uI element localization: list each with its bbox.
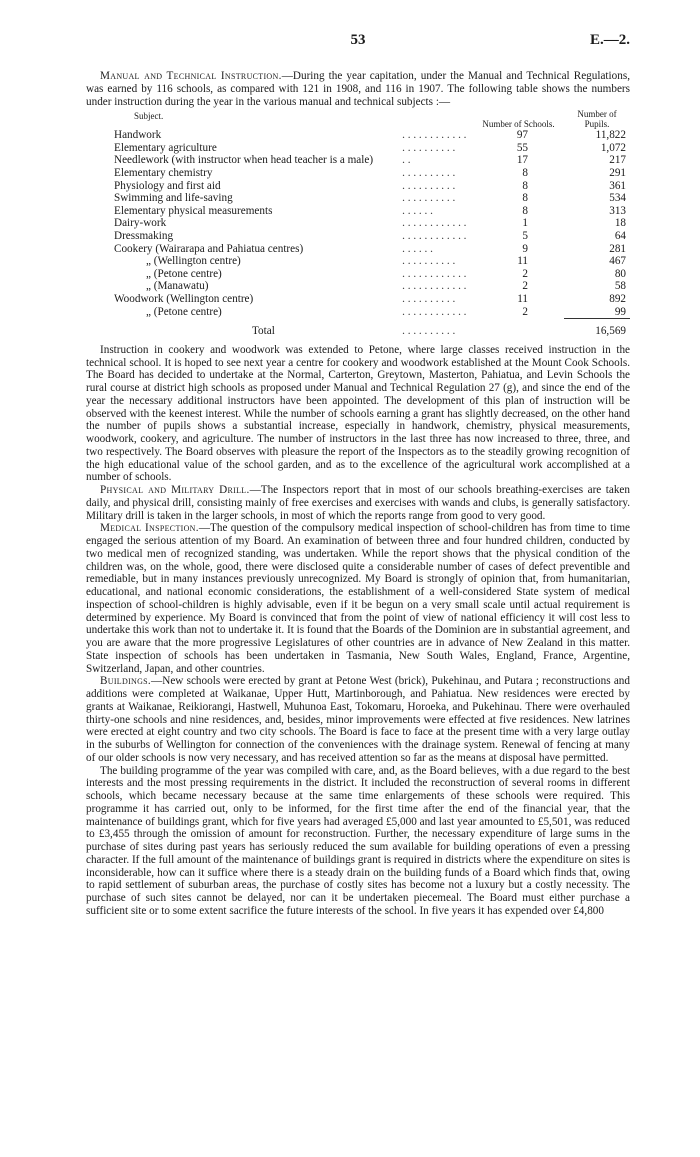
pupils-cell: 99 xyxy=(614,305,626,318)
manual-instruction-paragraph xyxy=(86,70,630,108)
dot-leader: . . . . . . . . . . xyxy=(402,141,456,154)
schools-cell: 8 xyxy=(522,179,528,192)
subject-cell: Dairy-work xyxy=(114,217,167,230)
dot-leader: . . . . . . xyxy=(402,242,433,255)
schools-cell: 1 xyxy=(522,217,528,230)
pupils-cell: 361 xyxy=(609,179,626,192)
pupils-cell: 534 xyxy=(609,192,626,205)
schools-cell: 9 xyxy=(522,242,528,255)
table-row xyxy=(86,217,630,230)
table-body xyxy=(86,129,630,318)
pupils-cell: 80 xyxy=(614,267,626,280)
physical-drill-paragraph xyxy=(86,484,630,522)
dot-leader: . . . . . . . . . . . . xyxy=(402,305,467,318)
dot-leader: . . . . . . . . . . xyxy=(402,179,456,192)
table-row xyxy=(86,306,630,319)
page-header xyxy=(86,32,630,54)
pupils-cell: 291 xyxy=(609,167,626,180)
subject-cell: Dressmaking xyxy=(114,230,174,242)
dot-leader: . . . . . . xyxy=(402,204,433,217)
schools-cell: 17 xyxy=(516,154,528,167)
subject-cell: Elementary physical measurements xyxy=(114,204,273,217)
schools-cell: 8 xyxy=(522,192,528,205)
manual-subjects-table xyxy=(86,110,630,338)
subject-cell: Elementary chemistry xyxy=(114,167,213,180)
table-row xyxy=(86,243,630,256)
manual-instruction-text: —During the year capitation, under the Manual and Technical Regulations, was earned by 116 schools, as compared with 121 in 1908, and 116 in 1907. The following table shows the numbers under instruction during the year in the various manual and technical subjects :— xyxy=(86,70,630,108)
schools-cell: 2 xyxy=(522,280,528,293)
schools-cell: 55 xyxy=(516,141,528,154)
building-programme-paragraph: The building programme of the year was compiled with care, and, as the Board believes, with a due regard to the best interests and the most pressing requirements in the district. It included the reconstruction of several rooms in different schools, which became necessary because at the same time enlargements of these schools were required. This programme it has carried out, only to be informed, for the first time after the end of the financial year, that the maintenance of buildings grant, which for five years had averaged £5,000 and last year amounted to £5,501, was reduced to £3,455 through the omission of amount for reconstruction. Further, the necessary expenditure of large sums in the purchase of sites during past years has seriously reduced the sum available for building operations of even a pressing character. If the full amount of the maintenance of buildings grant is required in districts where the expenditure on sites is inconsiderable, how can it suffice where there is a steady drain on the building funds of a Board which finds that, owing to rapid settlement of suburban areas, the purchase of costly sites has become not a luxury but a costly necessity. The purchase of such sites cannot be delayed, nor can it be undertaken piecemeal. The Board must either purchase a sufficient site or to some extent sacrifice the future interests of the school. In five years it has expended over £4,800 xyxy=(86,764,630,917)
table-row xyxy=(86,255,630,268)
column-header-subject: Subject. xyxy=(134,110,164,121)
total-dot-leader: . . . . . . . . . . xyxy=(402,324,456,337)
subject-cell: Handwork xyxy=(114,129,162,142)
dot-leader: . . . . . . . . . . . . xyxy=(402,230,467,242)
subject-cell: Needlework (with instructor when head teacher is a male) xyxy=(114,154,374,167)
pupils-cell: 217 xyxy=(609,154,626,167)
table-row xyxy=(86,293,630,306)
table-row xyxy=(86,129,630,142)
table-row xyxy=(86,268,630,281)
pupils-cell: 58 xyxy=(614,280,626,293)
schools-cell: 97 xyxy=(516,129,528,142)
dot-leader: . . . . . . . . . . . . xyxy=(402,129,467,142)
subject-cell: „ (Petone centre) xyxy=(146,305,222,318)
buildings-heading: Buildings. xyxy=(100,675,152,688)
table-row xyxy=(86,280,630,293)
dot-leader: . . . . . . . . . . . . xyxy=(402,280,467,293)
pupils-cell: 64 xyxy=(614,230,626,242)
table-row xyxy=(86,167,630,180)
schools-cell: 11 xyxy=(517,255,528,268)
table-row xyxy=(86,154,630,167)
medical-inspection-text: —The question of the compulsory medical inspection of school-children has from time to time engaged the serious attention of my Board. An examination of between three and four hundred children, conducted by two medical men of recognized standing, was undertaken. While the report shows that the physical condition of the children was, on the whole, good, there were disclosed quite a considerable number of cases of defect preventible and remediable, but in many instances previously unrecognized. My Board is strongly of opinion that, from humanitarian, educational, and national economic considerations, the establishment of a well-considered State system of medical inspection of school-children is highly advisable, even if it be begun on a very small scale until actual requirement is determined by experience. My Board is convinced that from the point of view of national efficiency it will cost less to undertake this work than not to undertake it. It is found that the Boards of the Dominion are in substantial agreement, and you are aware that the more progressive Legislatures of other countries are in advance of New Zealand in this matter. State inspection of schools has been undertaken in Tasmania, New South Wales, England, France, Argentine, Switzerland, Japan, and other countries. xyxy=(86,522,631,675)
dot-leader: . . . . . . . . . . xyxy=(402,255,456,268)
schools-cell: 8 xyxy=(522,167,528,180)
table-row xyxy=(86,192,630,205)
schools-cell: 5 xyxy=(522,230,528,242)
medical-inspection-heading: Medical Inspection. xyxy=(100,522,199,535)
pupils-cell: 11,822 xyxy=(595,129,626,142)
buildings-text: —New schools were erected by grant at Petone West (brick), Pukehinau, and Putara ; reconstructions and additions were completed at Waikanae, Upper Hutt, Martinborough, and Pahiatua. New residences were erected by grants at Waikanae, Reikiorangi, Hastwell, Muhunoa East, Tokomaru, Horoeka, and Pukehinau. There were overhauled thirty-one schools and nine residences, and, besides, minor improvements were effected at five residences. New latrines were erected at eight country and two city schools. The Board is face to face at the present time with a very large outlay in the suburbs of Wellington for connection of the conveniences with the drainage system. Renewal of fencing at many of our older schools is now very necessary, and has received attention so far as the means at disposal have permitted. xyxy=(86,675,630,764)
physical-drill-text: —The Inspectors report that in most of our schools breathing-exercises are taken daily, and physical drill, consisting mainly of free exercises and exercises with wands and clubs, is generally satisfactory. Military drill is taken in the larger schools, in most of which the reports range from good to very good. xyxy=(86,484,630,522)
column-header-schools: Number of Schools. xyxy=(482,118,555,129)
dot-leader: . . xyxy=(402,154,411,167)
dot-leader: . . . . . . . . . . xyxy=(402,292,456,305)
subject-cell: Elementary agriculture xyxy=(114,141,217,154)
total-value: 16,569 xyxy=(564,319,630,338)
dot-leader: . . . . . . . . . . xyxy=(402,167,456,180)
schools-cell: 2 xyxy=(522,305,528,318)
manual-instruction-heading: Manual and Technical Instruction. xyxy=(100,70,282,82)
subject-cell: „ (Manawatu) xyxy=(146,280,209,293)
document-reference: E.—2. xyxy=(589,32,630,48)
page-number: 53 xyxy=(350,32,366,48)
subject-cell: Woodwork (Wellington centre) xyxy=(114,292,254,305)
pupils-cell: 1,072 xyxy=(600,141,626,154)
schools-cell: 11 xyxy=(517,292,528,305)
subject-cell: Cookery (Wairarapa and Pahiatua centres) xyxy=(114,242,304,255)
pupils-cell: 892 xyxy=(609,292,626,305)
table-header-row xyxy=(86,110,630,129)
pupils-cell: 467 xyxy=(609,255,626,268)
pupils-cell: 18 xyxy=(614,217,626,230)
dot-leader: . . . . . . . . . . . . xyxy=(402,267,467,280)
document-page xyxy=(86,32,630,924)
table-row xyxy=(86,230,630,243)
table-row xyxy=(86,205,630,218)
table-total-row xyxy=(86,319,630,338)
buildings-paragraph xyxy=(86,675,630,764)
table-row xyxy=(86,142,630,155)
subject-cell: „ (Petone centre) xyxy=(146,267,222,280)
medical-inspection-paragraph xyxy=(86,522,630,675)
subject-cell: Swimming and life-saving xyxy=(114,192,233,205)
total-label: Total xyxy=(252,324,275,337)
cookery-paragraph: Instruction in cookery and woodwork was extended to Petone, where large classes received instruction in the technical school. It is hoped to see next year a centre for cookery and woodwork established at the Mount Cook Schools. The Board has decided to undertake at the Normal, Carterton, Greytown, Masterton, Pahiatua, and Levin Schools the rural course at district high schools as proposed under Manual and Technical Regulation 27 (g), and since the end of the year the necessary additional instructors have been appointed. The development of this plan of instruction will be observed with the keenest interest. While the number of schools earning a grant has slightly decreased, on the other hand the number of pupils shows a substantial increase, especially in handwork, chemistry, physical measurements, woodwork, cookery, and agriculture. The number of instructors in the last three has now increased to three, three, and two respectively. The Board observes with pleasure the report of the Inspectors as to the steadily growing recognition of the high educational value of the school garden, and as to the excellence of the agricultural work accomplished at a number of schools. xyxy=(86,343,630,484)
schools-cell: 2 xyxy=(522,267,528,280)
dot-leader: . . . . . . . . . . . . xyxy=(402,217,467,230)
column-header-pupils: Number of Pupils. xyxy=(577,109,617,129)
schools-cell: 8 xyxy=(522,204,528,217)
dot-leader: . . . . . . . . . . xyxy=(402,192,456,205)
table-row xyxy=(86,180,630,193)
pupils-cell: 313 xyxy=(609,204,626,217)
subject-cell: Physiology and first aid xyxy=(114,179,221,192)
subject-cell: „ (Wellington centre) xyxy=(146,255,241,268)
physical-drill-heading: Physical and Military Drill. xyxy=(100,484,250,496)
pupils-cell: 281 xyxy=(609,242,626,255)
